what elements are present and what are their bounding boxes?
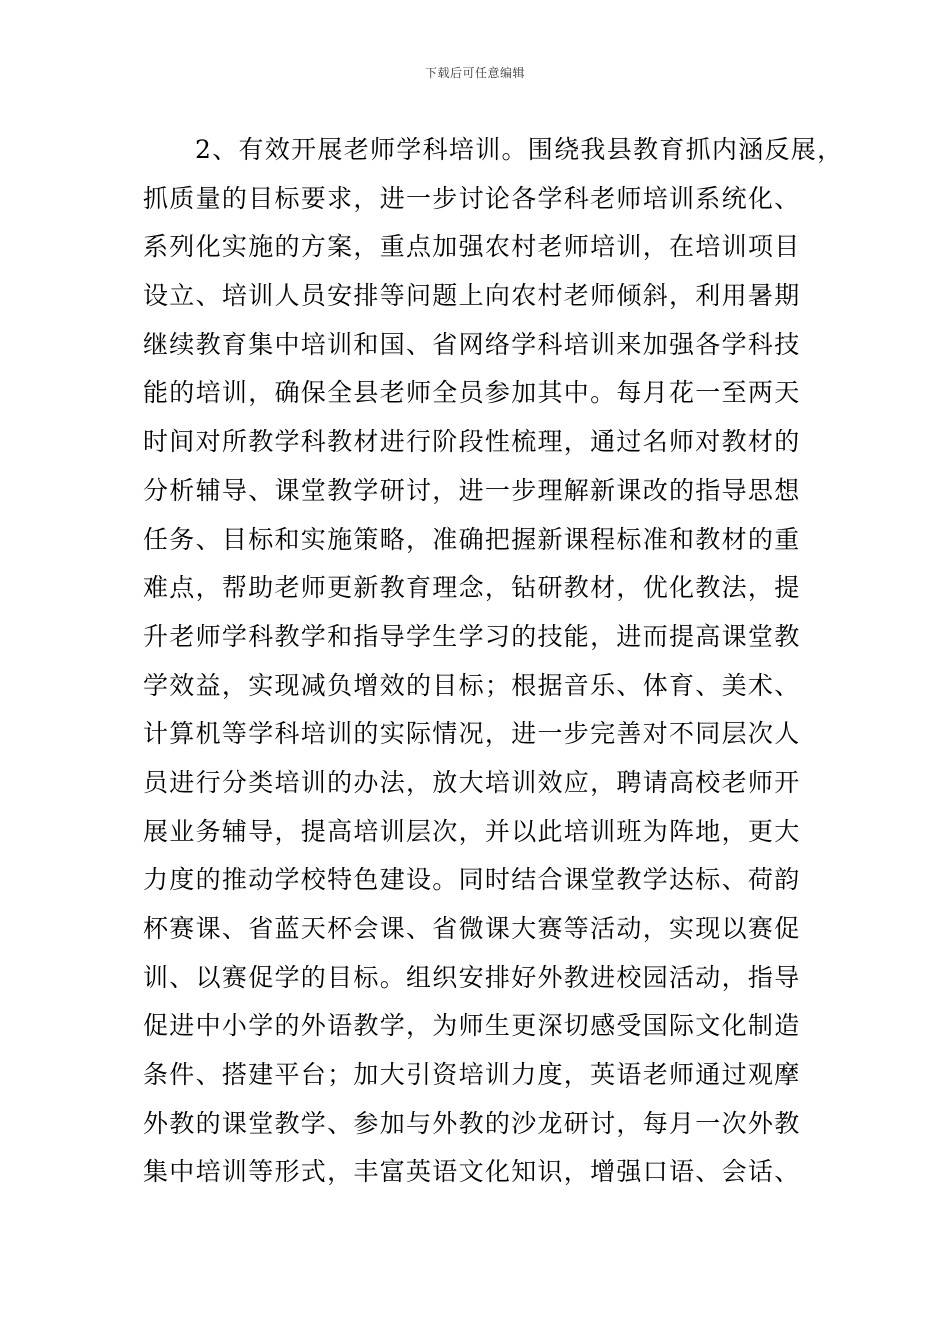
text-line: 训、以赛促学的目标。组织安排好外教进校园活动，指导 (143, 962, 801, 992)
text-line: 分析辅导、课堂教学研讨，进一步理解新课改的指导思想 (143, 475, 801, 505)
page-header: 下载后可任意编辑 (424, 66, 525, 80)
body-paragraph (143, 126, 844, 1197)
text-line: 任务、目标和实施策略，准确把握新课程标准和教材的重 (143, 524, 801, 554)
text-line: 能的培训，确保全县老师全员参加其中。每月花一至两天 (143, 378, 801, 408)
text-line: 条件、搭建平台；加大引资培训力度，英语老师通过观摩 (143, 1060, 801, 1090)
text-line: 设立、培训人员安排等问题上向农村老师倾斜，利用暑期 (143, 281, 801, 311)
text-line: 继续教育集中培训和国、省网络学科培训来加强各学科技 (143, 329, 801, 359)
text-line: 2、有效开展老师学科培训。围绕我县教育抓内涵反展， (195, 135, 844, 164)
text-line: 抓质量的目标要求，进一步讨论各学科老师培训系统化、 (143, 183, 801, 213)
text-line: 员进行分类培训的办法，放大培训效应，聘请高校老师开 (143, 767, 801, 797)
text-line: 计算机等学科培训的实际情况，进一步完善对不同层次人 (143, 719, 801, 749)
text-line: 展业务辅导，提高培训层次，并以此培训班为阵地，更大 (143, 816, 801, 846)
text-line: 杯赛课、省蓝天杯会课、省微课大赛等活动，实现以赛促 (143, 914, 801, 943)
text-line: 促进中小学的外语教学，为师生更深切感受国际文化制造 (143, 1011, 801, 1041)
text-line: 学效益，实现减负增效的目标；根据音乐、体育、美术、 (143, 670, 801, 700)
text-line: 集中培训等形式，丰富英语文化知识，增强口语、会话、 (143, 1157, 801, 1187)
text-line: 力度的推动学校特色建设。同时结合课堂教学达标、荷韵 (143, 865, 801, 895)
text-line: 外教的课堂教学、参加与外教的沙龙研讨，每月一次外教 (143, 1108, 801, 1138)
text-line: 升老师学科教学和指导学生学习的技能，进而提高课堂教 (143, 621, 801, 651)
text-line: 时间对所教学科教材进行阶段性梳理，通过名师对教材的 (143, 427, 801, 457)
text-line: 难点，帮助老师更新教育理念，钻研教材，优化教法，提 (143, 573, 801, 603)
text-line: 系列化实施的方案，重点加强农村老师培训，在培训项目 (143, 232, 801, 262)
